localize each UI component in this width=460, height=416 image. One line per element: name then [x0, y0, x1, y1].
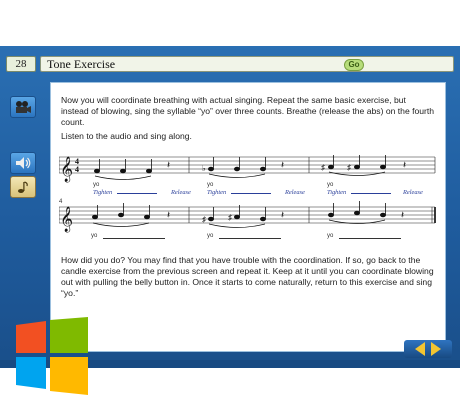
header-bar [0, 50, 460, 78]
instruction-text: Listen to the audio and sing along. [61, 131, 192, 141]
cue-line-1 [117, 193, 157, 194]
title-bar [40, 56, 454, 72]
svg-text:𝄽: 𝄽 [403, 160, 407, 171]
svg-text:𝄞: 𝄞 [60, 207, 74, 232]
cue-release-1: Release [171, 189, 191, 196]
lyric-5: yo [207, 233, 214, 239]
lyric-4: yo [91, 233, 98, 239]
music-note-icon [16, 180, 30, 194]
cue-release-3: Release [403, 189, 423, 196]
svg-text:𝄽: 𝄽 [401, 210, 405, 221]
music-staff-1 [59, 149, 437, 191]
svg-text:4: 4 [75, 165, 79, 174]
svg-text:𝄽: 𝄽 [281, 160, 285, 171]
intro-paragraph: Now you will coordinate breathing with actual singing. Repeat the same basic exercise, but instead of blowing, sing the syllable “yo” over three counts. Breathe (release the abs) on the fourth count. [61, 95, 435, 127]
lyric-line-4 [103, 238, 165, 239]
outro-paragraph: How did you do? You may find that you have trouble with the coordination. If so, go back to the candle exercise from the previous screen and repeat it. Keep at it until you can coordinate blowing out with pulling the belly button in. Once it starts to come naturally, return to this exercise and sing “yo.” [61, 255, 434, 298]
lyric-6: yo [327, 233, 334, 239]
speaker-icon [14, 156, 32, 170]
go-button[interactable]: Go [344, 59, 364, 71]
lyric-2: yo [207, 182, 214, 188]
lyric-line-6 [339, 238, 401, 239]
cue-tighten-1: Tighten [93, 189, 113, 196]
svg-text:𝄽: 𝄽 [167, 160, 171, 171]
cue-line-2 [231, 193, 271, 194]
svg-text:𝄽: 𝄽 [167, 210, 171, 221]
page-number: 28 [6, 56, 36, 72]
svg-text:4: 4 [75, 157, 79, 166]
windows-logo [16, 317, 88, 395]
svg-text:♯: ♯ [321, 163, 325, 172]
cue-line-3 [351, 193, 391, 194]
lyric-1: yo [93, 182, 100, 188]
cue-tighten-3: Tighten [327, 189, 347, 196]
video-button[interactable] [10, 96, 36, 118]
content-panel [50, 82, 446, 352]
measure-number: 4 [59, 199, 63, 205]
notation-button[interactable] [10, 176, 36, 198]
audio-button[interactable] [10, 152, 36, 174]
treble-clef: 𝄞 [60, 157, 74, 182]
page-title: Tone Exercise [47, 57, 116, 71]
page-navigation [404, 340, 452, 358]
svg-text:♯: ♯ [202, 215, 206, 224]
music-staff-2 [59, 201, 437, 237]
arrow-right-icon[interactable] [431, 342, 441, 356]
cue-release-2: Release [285, 189, 305, 196]
cue-tighten-2: Tighten [207, 189, 227, 196]
svg-text:♭: ♭ [202, 164, 206, 173]
lyric-3: yo [327, 182, 334, 188]
arrow-left-icon[interactable] [415, 342, 425, 356]
svg-text:♯: ♯ [228, 213, 232, 222]
svg-text:𝄽: 𝄽 [281, 210, 285, 221]
film-reel-icon [14, 100, 32, 114]
svg-text:♯: ♯ [347, 163, 351, 172]
lyric-line-5 [219, 238, 281, 239]
